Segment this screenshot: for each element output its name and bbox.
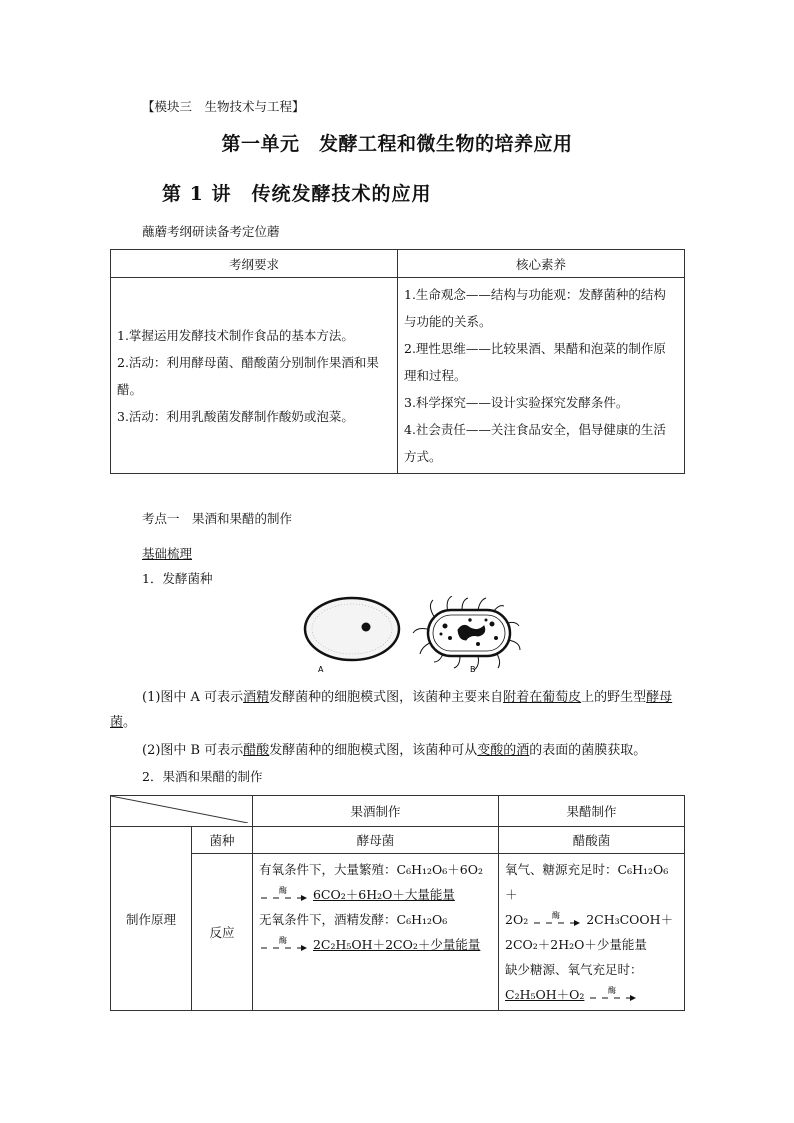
- requirement-item: 3.活动：利用乳酸菌发酵制作酸奶或泡菜。: [117, 408, 354, 424]
- wine-aerobic-product: 6CO₂＋6H₂O＋大量能量: [312, 887, 455, 902]
- vinegar-line-1: 氧气、糖源充足时：C₆H₁₂O₆＋: [505, 862, 669, 902]
- vinegar-product: 2CH₃COOH＋: [586, 912, 674, 927]
- para2-text: 的表面的菌膜获取。: [529, 743, 647, 758]
- vinegar-line-2: [505, 907, 678, 932]
- wine-anaerobic-line: 无氧条件下，酒精发酵：C₆H₁₂O₆: [259, 912, 448, 927]
- enzyme-label: 酶: [552, 910, 561, 920]
- vinegar-line-3: 2CO₂＋2H₂O＋少量能量: [505, 937, 647, 952]
- enzyme-label: 酶: [279, 935, 287, 945]
- para2-text: (2)图中 B 可表示: [142, 743, 244, 758]
- figure-label-b: B: [470, 665, 476, 674]
- para1-text: 发酵菌种的细胞模式图，该菌种主要来自: [269, 690, 504, 705]
- cell-figure: [300, 596, 530, 676]
- unit-title: 第一单元 发酵工程和微生物的培养应用: [221, 133, 573, 155]
- vinegar-line-4: 缺少糖源、氧气充足时：: [505, 962, 643, 977]
- syllabus-subheading: 蘸蘑考纲研读备考定位蘑: [142, 224, 280, 239]
- section1-title: 1．发酵菌种: [142, 571, 213, 586]
- literacy-item: 2.理性思维——比较果酒、果醋和泡菜的制作原理和过程。: [404, 341, 666, 383]
- diagonal-line: [111, 796, 248, 823]
- vinegar-strain: 醋酸菌: [499, 827, 685, 854]
- literacy-item: 1.生命观念——结构与功能观：发酵菌种的结构与功能的关系。: [404, 287, 666, 329]
- literacy-cell: [398, 278, 685, 474]
- row-label-strain: 菌种: [192, 827, 253, 854]
- requirement-item: 1.掌握运用发酵技术制作食品的基本方法。: [117, 327, 354, 343]
- para1-text: 上的野生型: [581, 690, 647, 705]
- basics-label: 基础梳理: [142, 546, 193, 561]
- yeast-cell-image: [305, 598, 399, 660]
- module-label: 【模块三 生物技术与工程】: [142, 99, 305, 114]
- para1-answer-3: 酵母菌: [110, 690, 673, 730]
- row-group-principle: 制作原理: [111, 827, 192, 1011]
- para1-text: (1)图中 A 可表示: [142, 690, 244, 705]
- para1-answer-1: 酒精: [243, 690, 270, 705]
- literacy-item: 3.科学探究——设计实验探究发酵条件。: [404, 395, 629, 410]
- wine-anaerobic-equation: [259, 932, 492, 957]
- vinegar-reaction-cell: [499, 854, 685, 1011]
- diagonal-header-cell: [111, 796, 253, 827]
- wine-aerobic-equation: [259, 882, 492, 907]
- syllabus-header-requirements: 考纲要求: [111, 250, 398, 278]
- header-wine: 果酒制作: [253, 796, 499, 827]
- wine-strain: 酵母菌: [253, 827, 499, 854]
- vinegar-reactant: 2O₂: [505, 912, 529, 927]
- syllabus-table: [110, 249, 685, 474]
- enzyme-arrow: [532, 910, 582, 926]
- section2-title: 2．果酒和果醋的制作: [142, 769, 263, 784]
- enzyme-label: 酶: [608, 985, 617, 995]
- bacterium-cell-image: [413, 596, 520, 670]
- enzyme-arrow: [259, 885, 309, 901]
- kaodian-title: 考点一 果酒和果醋的制作: [142, 511, 293, 526]
- para1-text: 。: [123, 715, 137, 730]
- requirements-cell: [111, 278, 398, 474]
- syllabus-header-literacy: 核心素养: [398, 250, 685, 278]
- wine-reaction-cell: [253, 854, 499, 1011]
- vinegar-line-5: [505, 982, 678, 1007]
- para2-answer-1: 醋酸: [243, 743, 270, 758]
- literacy-item: 4.社会责任——关注食品安全，倡导健康的生活方式。: [404, 422, 666, 464]
- figure-label-a: A: [318, 665, 324, 674]
- header-vinegar: 果醋制作: [499, 796, 685, 827]
- row-label-reaction: 反应: [192, 854, 253, 1011]
- paragraph-2: [110, 738, 690, 763]
- para2-text: 发酵菌种的细胞模式图，该菌种可从: [269, 743, 478, 758]
- wine-anaerobic-product: 2C₂H₅OH＋2CO₂＋少量能量: [312, 937, 481, 952]
- fermentation-table: [110, 795, 685, 1011]
- requirement-item: 2.活动：利用酵母菌、醋酸菌分别制作果酒和果醋。: [117, 354, 379, 397]
- para2-answer-2: 变酸的酒: [477, 743, 530, 758]
- paragraph-1: [110, 685, 690, 735]
- para1-answer-2: 附着在葡萄皮: [503, 690, 582, 705]
- wine-aerobic-line: 有氧条件下，大量繁殖：C₆H₁₂O₆＋6O₂: [259, 862, 483, 877]
- enzyme-arrow: [588, 985, 638, 1001]
- enzyme-label: 酶: [279, 885, 287, 895]
- enzyme-arrow: [259, 935, 309, 951]
- lesson-title: 第 1 讲 传统发酵技术的应用: [162, 183, 432, 205]
- vinegar-ethanol-reactant: C₂H₅OH＋O₂: [505, 987, 585, 1002]
